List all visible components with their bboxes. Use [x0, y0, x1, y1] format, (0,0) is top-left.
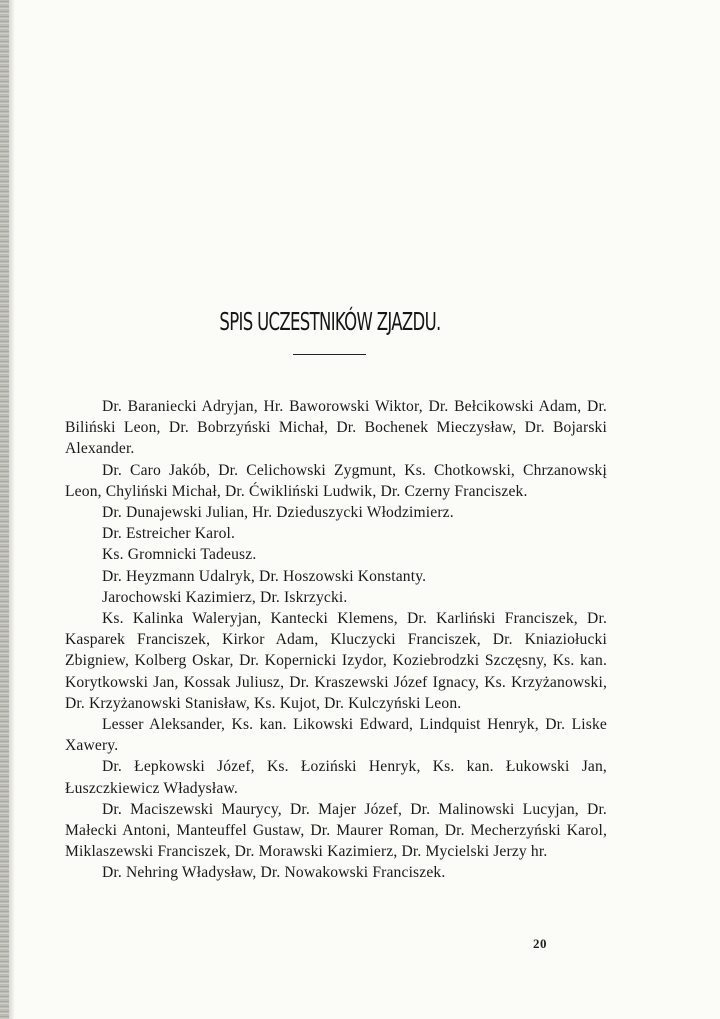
entry-b: Dr. Baraniecki Adryjan, Hr. Baworowski Wiktor, Dr. Bełcikowski Adam, Dr. Biliński Leon, Dr. Bobrzyński Michał, Dr. Bochenek Mieczysław, Dr. Bojarski Alexander.	[65, 398, 607, 458]
entry-n: Dr. Nehring Władysław, Dr. Nowakowski Franciszek.	[102, 864, 446, 882]
entry-g: Ks. Gromnicki Tadeusz.	[102, 546, 257, 564]
entry-k: Ks. Kalinka Waleryjan, Kantecki Klemens, Dr. Karliński Franciszek, Dr. Kasparek Franciszek, Kirkor Adam, Kluczycki Franciszek, Dr. Kniaziołucki Zbigniew, Kolberg Oskar, Dr. Kopernicki Izydor, Koziebrodzki Szczęsny, Ks. kan. Korytkowski Jan, Kossak Juliusz, Dr. Kraszewski Józef Ignacy, Ks. Krzyżanowski, Dr. Krzyżanowski Stanisław, Ks. Kujot, Dr. Kulczyński Leon.	[65, 610, 607, 712]
heading-rule	[293, 354, 366, 355]
entry-i-j: Jarochowski Kazimierz, Dr. Iskrzycki.	[102, 588, 348, 606]
page-heading: SPIS UCZESTNIKÓW ZJAZDU.	[219, 307, 441, 336]
book-binding-edge	[0, 0, 9, 1019]
entry-h: Dr. Heyzmann Udalryk, Dr. Hoszowski Konstanty.	[102, 567, 427, 585]
binding-shadow	[9, 0, 15, 1019]
entry-d: Dr. Dunajewski Julian, Hr. Dzieduszycki Włodzimierz.	[102, 504, 454, 522]
entry-m: Dr. Maciszewski Maurycy, Dr. Majer Józef, Dr. Malinowski Lucyjan, Dr. Małecki Antoni, Manteuffel Gustaw, Dr. Maurer Roman, Dr. Mecherzyński Karol, Miklaszewski Franciszek, Dr. Morawski Kazimierz, Dr. Mycielski Jerzy hr.	[65, 800, 607, 861]
entry-l: Lesser Aleksander, Ks. kan. Likowski Edward, Lindquist Henryk, Dr. Liske Xawery.	[65, 716, 607, 755]
page-number: 20	[533, 936, 547, 951]
participant-list	[65, 396, 607, 884]
entry-c: Dr. Caro Jakób, Dr. Celichowski Zygmunt, Ks. Chotkowski, Chrzanowskį Leon, Chyliński Michał, Dr. Ćwikliński Ludwik, Dr. Czerny Franciszek.	[65, 461, 607, 500]
entry-l-stroke: Dr. Łepkowski Józef, Ks. Łoziński Henryk, Ks. kan. Łukowski Jan, Łuszczkiewicz Władysław.	[65, 758, 607, 797]
entry-e: Dr. Estreicher Karol.	[102, 525, 236, 543]
